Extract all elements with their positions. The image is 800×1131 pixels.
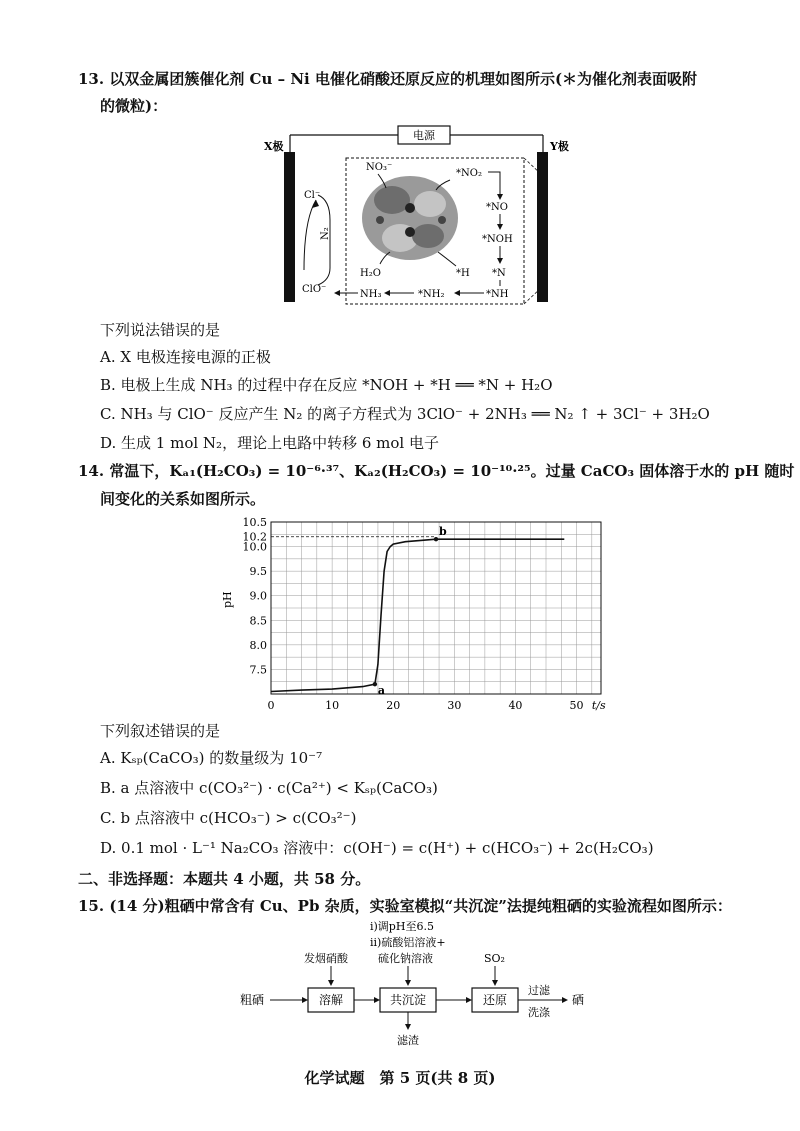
y-tick-label: 9.0	[249, 589, 267, 603]
flow-residue: 滤渣	[397, 1034, 419, 1047]
y-axis-label: pH	[221, 591, 234, 608]
no-label: *NO	[486, 202, 508, 213]
q14-stem-line2: 间变化的关系如图所示。	[100, 490, 266, 508]
ph-time-chart	[215, 512, 615, 727]
point-a	[373, 682, 377, 686]
q13-mechanism-figure	[260, 120, 590, 315]
x-tick-label: 50	[569, 699, 584, 712]
y-tick-labels	[243, 516, 268, 676]
flow-step-i: ⅰ)调pH至6.5	[370, 920, 434, 933]
q14-prompt: 下列叙述错误的是	[100, 722, 221, 740]
q13-option-a: A. X 电极连接电源的正极	[100, 348, 271, 366]
y-tick-label: 9.5	[249, 565, 267, 579]
y-tick-label: 10.0	[242, 540, 267, 554]
n2-label: N₂	[320, 227, 331, 240]
no3-label: NO₃⁻	[366, 162, 393, 173]
x-axis-label: t/s	[591, 699, 606, 712]
q13-stem-line1: 13. 以双金属团簇催化剂 Cu – Ni 电催化硝酸还原反应的机理如图所示(＊为催化剂表面吸附	[78, 70, 698, 88]
q13-stem-line2: 的微粒)：	[100, 97, 168, 115]
y-electrode	[537, 152, 548, 302]
flow-step-ii: ⅱ)硫酸铝溶液+	[370, 936, 446, 949]
flow-box-1-label: 溶解	[318, 993, 344, 1007]
q13-option-c: C. NH₃ 与 ClO⁻ 反应产生 N₂ 的离子方程式为 3ClO⁻ + 2NH₃ ══ N₂ ↑ + 3Cl⁻ + 3H₂O	[100, 405, 710, 423]
q14-stem-line1: 14. 常温下，Kₐ₁(H₂CO₃) = 10⁻⁶·³⁷、Kₐ₂(H₂CO₃) = 10⁻¹⁰·²⁵。过量 CaCO₃ 固体溶于水的 pH 随时	[78, 462, 795, 480]
h2o-label: H₂O	[360, 268, 381, 279]
y-tick-label: 8.5	[249, 614, 267, 628]
cl-minus-label: Cl⁻	[304, 190, 321, 201]
h-label: *H	[456, 268, 470, 279]
chart-grid	[271, 522, 601, 694]
flow-box-3-label: 还原	[482, 993, 508, 1007]
point-label-a: a	[377, 684, 386, 698]
q13-prompt: 下列说法错误的是	[100, 321, 221, 339]
flow-reagent-3: SO₂	[484, 952, 505, 965]
page-footer: 化学试题 第 5 页(共 8 页)	[304, 1069, 496, 1087]
nh-label: *NH	[486, 289, 509, 300]
q14-option-b: B. a 点溶液中 c(CO₃²⁻) · c(Ca²⁺) < Kₛₚ(CaCO₃)	[100, 779, 438, 797]
flow-box-2-label: 共沉淀	[389, 993, 427, 1007]
x-tick-label: 20	[386, 699, 401, 712]
y-tick-label: 8.0	[249, 638, 267, 652]
section2-title: 二、非选择题：本题共 4 小题，共 58 分。	[78, 870, 371, 888]
x-tick-labels	[268, 699, 584, 712]
catalyst-cluster	[362, 176, 458, 260]
x-tick-label: 10	[325, 699, 340, 712]
point-b	[434, 537, 438, 541]
flow-out-label-2: 洗涤	[528, 1006, 550, 1019]
x-tick-label: 30	[447, 699, 462, 712]
q14-option-d: D. 0.1 mol · L⁻¹ Na₂CO₃ 溶液中：c(OH⁻) = c(H⁺) + c(HCO₃⁻) + 2c(H₂CO₃)	[100, 839, 654, 857]
q14-option-c: C. b 点溶液中 c(HCO₃⁻) > c(CO₃²⁻)	[100, 809, 357, 827]
y-tick-label: 10.5	[242, 516, 267, 529]
flow-reagent-1: 发烟硝酸	[304, 952, 348, 965]
no2-label: *NO₂	[456, 168, 482, 179]
nh3-label: NH₃	[360, 289, 382, 300]
x-electrode-label: X极	[264, 140, 284, 153]
power-source-label: 电源	[413, 129, 435, 142]
n-label: *N	[492, 268, 506, 279]
nh2-label: *NH₂	[418, 289, 445, 300]
clo-minus-label: ClO⁻	[302, 284, 327, 295]
noh-label: *NOH	[482, 234, 513, 245]
flow-out-label-1: 过滤	[528, 984, 550, 997]
q14-option-a: A. Kₛₚ(CaCO₃) 的数量级为 10⁻⁷	[100, 749, 323, 767]
flow-output: 硒	[572, 993, 585, 1007]
y-tick-label: 10.2	[242, 530, 267, 544]
chart-annotations	[373, 525, 447, 697]
x-tick-label: 40	[508, 699, 523, 712]
q13-option-d: D. 生成 1 mol N₂，理论上电路中转移 6 mol 电子	[100, 434, 439, 452]
flow-step-ii-b: 硫化钠溶液	[378, 952, 433, 965]
y-electrode-label: Y极	[550, 140, 569, 153]
q15-stem: 15. (14 分)粗硒中常含有 Cu、Pb 杂质，实验室模拟“共沉淀”法提纯粗硒的实验流程如图所示：	[78, 897, 732, 915]
q15-flow-diagram	[240, 918, 600, 1048]
x-electrode	[284, 152, 295, 302]
ph-series-line	[271, 539, 564, 691]
point-label-b: b	[439, 525, 447, 539]
x-tick-label: 0	[267, 699, 275, 712]
flow-input: 粗硒	[240, 993, 265, 1007]
q13-option-b: B. 电极上生成 NH₃ 的过程中存在反应 *NOH + *H ══ *N + H₂O	[100, 376, 553, 394]
y-tick-label: 7.5	[249, 663, 267, 677]
